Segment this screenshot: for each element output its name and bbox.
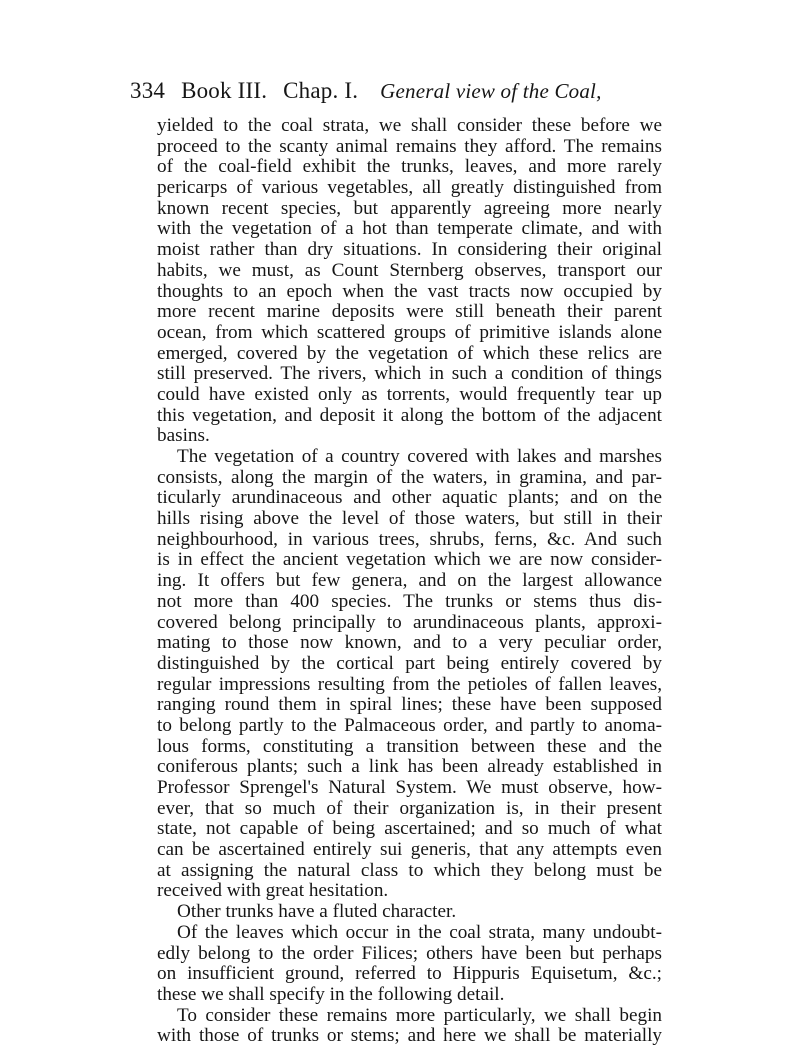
text-line: consists, along the margin of the waters, in gramina, and par- <box>157 466 662 488</box>
text-line: neighbourhood, in various trees, shrubs, ferns, &c. And such <box>157 528 662 550</box>
text-line: covered belong principally to arundinaceous plants, approxi- <box>157 611 662 633</box>
body-text <box>157 116 662 1047</box>
text-line: mating to those now known, and to a very peculiar order, <box>157 632 662 654</box>
text-line: to belong partly to the Palmaceous order, and partly to anoma- <box>157 714 662 736</box>
text-line: yielded to the coal strata, we shall consider these before we <box>157 115 662 136</box>
text-line: more recent marine deposits were still beneath their parent <box>157 301 662 323</box>
text-line: Professor Sprengel's Natural System. We must observe, how- <box>157 777 662 798</box>
text-line: of the coal-field exhibit the trunks, leaves, and more rarely <box>157 156 662 178</box>
text-line: this vegetation, and deposit it along the bottom of the adjacent <box>157 404 662 426</box>
text-line: ocean, from which scattered groups of primitive islands alone <box>157 321 662 343</box>
text-line: coniferous plants; such a link has been already established in <box>157 756 662 778</box>
text-line: ticularly arundinaceous and other aquatic plants; and on the <box>157 487 662 509</box>
text-line: emerged, covered by the vegetation of which these relics are <box>157 342 662 364</box>
text-line: regular impressions resulting from the petioles of fallen leaves, <box>157 673 662 695</box>
text-line: still preserved. The rivers, which in such a condition of things <box>157 363 662 385</box>
text-line: thoughts to an epoch when the vast tracts now occupied by <box>157 280 662 302</box>
book-label: Book III. <box>181 78 268 103</box>
text-line: on insufficient ground, referred to Hippuris Equisetum, &c.; <box>157 963 662 985</box>
text-line: these we shall specify in the following detail. <box>157 983 505 1005</box>
chapter-label: Chap. I. <box>283 78 359 103</box>
running-head <box>130 78 630 108</box>
text-line: ranging round them in spiral lines; these have been supposed <box>157 694 662 716</box>
text-line: lous forms, constituting a transition between these and the <box>157 735 662 757</box>
text-line: distinguished by the cortical part being entirely covered by <box>157 652 662 674</box>
text-line: at assigning the natural class to which they belong must be <box>157 859 662 881</box>
text-line: can be ascertained entirely sui generis, that any attempts even <box>157 839 662 861</box>
text-line: is in effect the ancient vegetation which we are now consider- <box>157 549 662 571</box>
text-line: ing. It offers but few genera, and on the largest allowance <box>157 570 662 592</box>
text-line: received with great hesitation. <box>157 880 389 902</box>
text-line: Of the leaves which occur in the coal strata, many undoubt- <box>177 921 662 943</box>
text-line: not more than 400 species. The trunks or stems thus dis- <box>157 590 662 612</box>
text-line: ever, that so much of their organization is, in their present <box>157 797 662 819</box>
text-line: hills rising above the level of those waters, but still in their <box>157 508 662 530</box>
text-line: To consider these remains more particularly, we shall begin <box>177 1004 662 1026</box>
text-line: Other trunks have a fluted character. <box>177 901 457 923</box>
text-line: The vegetation of a country covered with lakes and marshes <box>177 446 662 467</box>
text-line: with the vegetation of a hot than temperate climate, and with <box>157 218 662 240</box>
text-line: proceed to the scanty animal remains they afford. The remains <box>157 135 662 157</box>
text-line: could have existed only as torrents, would frequently tear up <box>157 383 662 405</box>
text-line: state, not capable of being ascertained; and so much of what <box>157 818 662 840</box>
text-line: habits, we must, as Count Sternberg observes, transport our <box>157 259 662 281</box>
text-line: edly belong to the order Filices; others have been but perhaps <box>157 942 662 964</box>
page-number: 334 <box>130 78 166 103</box>
text-line: pericarps of various vegetables, all greatly distinguished from <box>157 177 662 199</box>
text-line: moist rather than dry situations. In considering their original <box>157 239 662 261</box>
text-line: with those of trunks or stems; and here we shall be materially <box>157 1025 662 1047</box>
section-title: General view of the Coal, <box>380 79 602 103</box>
text-line: basins. <box>157 425 210 447</box>
text-line: known recent species, but apparently agreeing more nearly <box>157 197 662 219</box>
